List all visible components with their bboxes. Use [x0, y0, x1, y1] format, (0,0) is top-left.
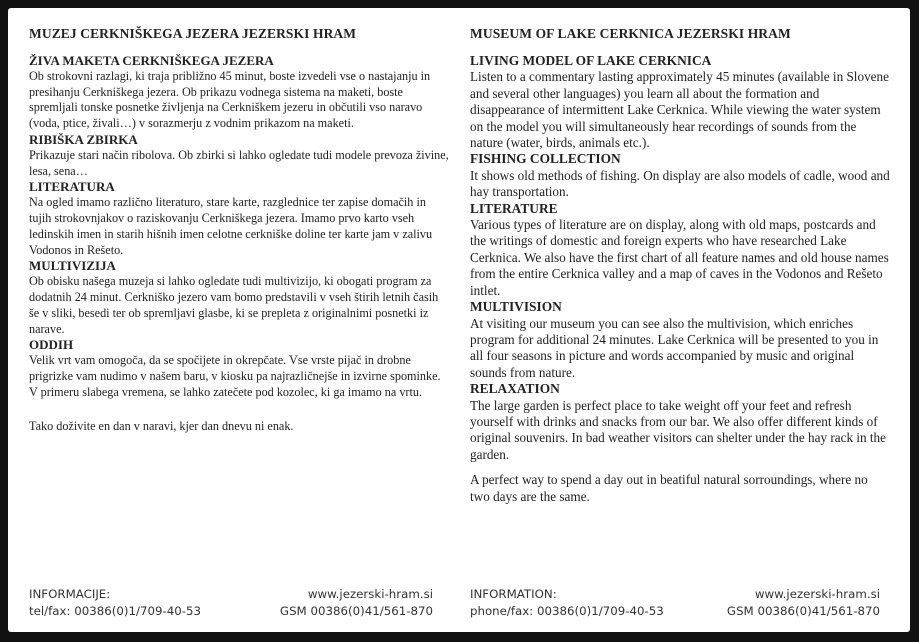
section-living-model: [29, 53, 449, 132]
footer-row: [29, 603, 433, 620]
footer-row: [29, 586, 433, 603]
column-title: MUSEUM OF LAKE CERKNICA JEZERSKI HRAM: [470, 26, 791, 41]
website-text: www.jezerski-hram.si: [754, 587, 880, 601]
footer-row: [470, 603, 880, 620]
section-text: Na ogled imamo različno literaturo, stare karte, razglednice ter zapise domačih in tujih strokovnjakov o raziskovanju Cerkniškega jezera. Imamo prvo karto vseh ledinskih imen in starih hišnih imen celotne cerkniške doline ter karte jam v zalivu Vodonos in Rešeto.: [29, 195, 433, 257]
website-text: www.jezerski-hram.si: [307, 587, 433, 601]
gsm-text: GSM 00386(0)41/561-870: [279, 604, 433, 618]
section-relaxation: [29, 337, 449, 400]
section-heading: LITERATURA: [29, 179, 115, 195]
info-label: INFORMACIJE:: [29, 587, 111, 601]
brochure-card: [8, 8, 910, 632]
section-text: Ob strokovni razlagi, ki traja približno 45 minut, boste izvedeli vse o nastajanju in presihanju Cerkniškega jezera. Ob prikazu vodnega sistema na maketi, boste spremljali tonske posnetke življenja na Cerkniškem jezeru in občutili vso naravo (voda, ptice, živali…) v sorazmerju z vodnim prikazom na maketi.: [29, 68, 431, 131]
section-text: It shows old methods of fishing. On display are also models of cadle, wood and hay transportation.: [470, 167, 890, 200]
footer-row: [470, 586, 880, 603]
section-literature: [470, 201, 890, 299]
closing-text: A perfect way to spend a day out in beatiful natural sorroundings, where no two days are the same.: [470, 472, 868, 504]
section-fishing-collection: [29, 132, 449, 179]
section-text: Ob obisku našega muzeja si lahko ogledate tudi multivizijo, ki obogati program za dodatnih 24 minut. Cerkniško jezero vam bomo predstavili v vseh štirih letnih časih še v sliki, besedi ter ob spremljavi glasbe, ki se prepleta z originalnimi posnetki iz narave.: [29, 274, 439, 336]
section-text: At visiting our museum you can see also the multivision, which enriches program for additional 24 minutes. Lake Cerknica will be presented to you in all four seasons in picture and words accompanied by music and original sounds from nature.: [470, 315, 879, 380]
english-footer: [470, 586, 880, 620]
phone-text: tel/fax: 00386(0)1/709-40-53: [29, 604, 201, 618]
column-body: [29, 53, 449, 434]
section-heading: ODDIH: [29, 337, 74, 353]
section-relaxation: [470, 381, 890, 463]
section-heading: MULTIVIZIJA: [29, 258, 116, 274]
section-text: The large garden is perfect place to take weight off your feet and refresh yourself with drinks and snacks from our bar. We also offer different kinds of original souvenirs. In bad weather visitors can shelter under the hay rack in the garden.: [470, 397, 887, 462]
section-heading: MULTIVISION: [470, 299, 562, 315]
slovene-footer: [29, 586, 433, 620]
section-heading: RIBIŠKA ZBIRKA: [29, 131, 138, 147]
section-heading: ŽIVA MAKETA CERKNIŠKEGA JEZERA: [29, 53, 274, 68]
column-body: [470, 53, 890, 505]
section-heading: LIVING MODEL OF LAKE CERKNICA: [470, 53, 712, 68]
section-heading: FISHING COLLECTION: [470, 151, 621, 167]
section-heading: RELAXATION: [470, 381, 560, 397]
column-title: MUZEJ CERKNIŠKEGA JEZERA JEZERSKI HRAM: [29, 26, 357, 41]
section-text: Velik vrt vam omogoča, da se spočijete in okrepčate. Vse vrste pijač in drobne prigrizke vam nudimo v našem baru, v kiosku pa najrazličnejše in izvirne spominke. V primeru slabega vremena, se lahko zatečete pod kozolec, ki ga imamo na vrtu.: [29, 353, 441, 399]
section-multivision: [470, 299, 890, 381]
section-multivision: [29, 258, 449, 337]
gsm-text: GSM 00386(0)41/561-870: [726, 604, 880, 618]
section-text: Various types of literature are on display, along with old maps, postcards and the writings of domestic and foreign experts who have researched Lake Cerknica. We also have the first chart of all feature names and old house names from the entire Cerknica valley and a map of caves in the Vodonos and Rešeto intlet.: [470, 217, 889, 298]
closing-text: Tako doživite en dan v naravi, kjer dan dnevu ni enak.: [29, 418, 294, 433]
section-heading: LITERATURE: [470, 200, 558, 216]
section-literature: [29, 179, 449, 258]
section-text: Listen to a commentary lasting approximately 45 minutes (available in Slovene and several other languages) you learn all about the formation and disappearance of intermittent Lake Cerknica. While viewing the water system on the model you will simultaneously hear recordings of sounds from the nature (water, birds, animals etc.).: [470, 69, 889, 151]
section-living-model: [470, 53, 890, 151]
phone-text: phone/fax: 00386(0)1/709-40-53: [470, 604, 664, 618]
section-fishing-collection: [470, 151, 890, 200]
info-label: INFORMATION:: [470, 587, 557, 601]
section-text: Prikazuje stari način ribolova. Ob zbirki si lahko ogledate tudi modele prevoza živine, lesa, sena…: [29, 147, 449, 178]
